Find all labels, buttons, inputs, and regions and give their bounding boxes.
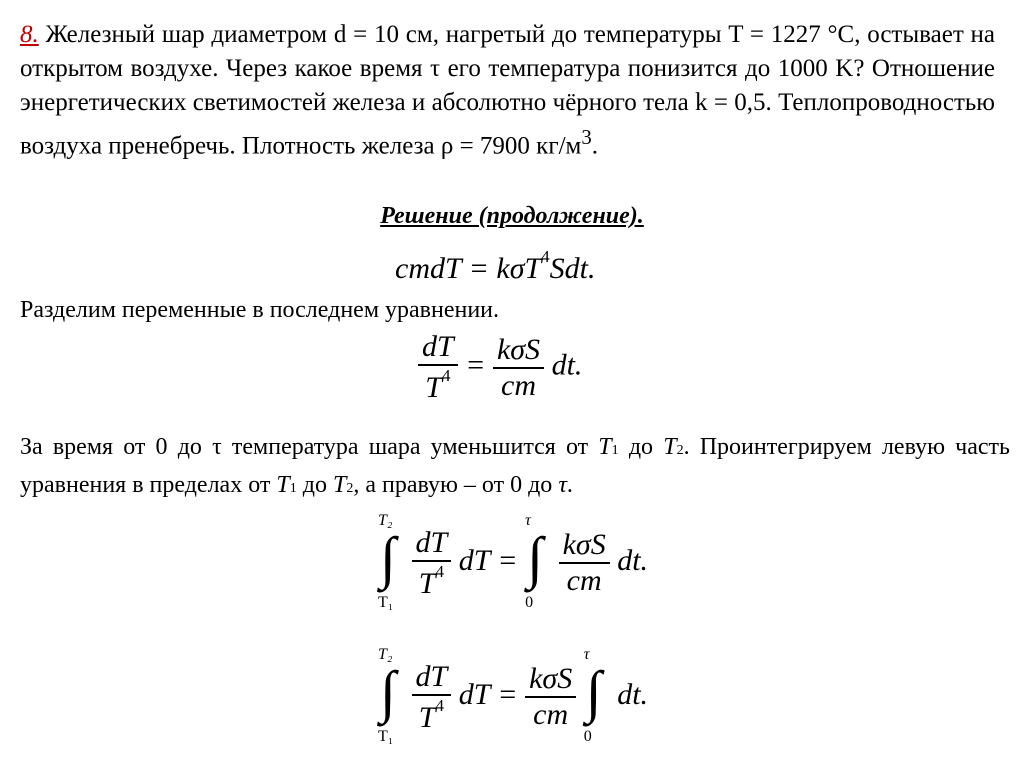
integral-sign: τ ∫ 0 bbox=[525, 512, 543, 611]
integration-text: За время от 0 до τ температура шара уменьшится от T1 до T2. Проинтегрируем левую часть уравнения в пределах от T1 до T2, а правую – от 0 до τ. bbox=[20, 434, 1010, 498]
equation-4: T₂ ∫ T₁ $\frac{dT}{T^4}$ dT = $\frac{\text{kσS}}{cm}$ τ ∫ 0 dt. bbox=[378, 646, 649, 745]
separation-text: Разделим переменные в последнем уравнении. bbox=[20, 297, 500, 323]
equation-1: cmdT = kσT$^4$Sdt. bbox=[395, 247, 596, 285]
fraction-dT-T4: $\frac{dT}{T^4}$ bbox=[418, 330, 458, 405]
problem-exponent: 3 bbox=[581, 125, 592, 149]
integral-sign: T₂ ∫ T₁ bbox=[378, 646, 396, 745]
fraction-ksS-cm: $\frac{\text{kσS}}{cm}$ bbox=[493, 333, 544, 403]
equation-2: $\frac{dT}{T^4}$ = $\frac{\text{kσS}}{cm}$ dt. bbox=[418, 330, 582, 405]
problem-statement bbox=[20, 18, 995, 163]
integral-sign: T₂ ∫ T₁ bbox=[378, 512, 396, 611]
equation-3: T₂ ∫ T₁ $\frac{dT}{T^4}$ dT = τ ∫ 0 $\frac{\text{kσS}}{cm}$ dt. bbox=[378, 512, 649, 611]
problem-number: 8. bbox=[20, 21, 39, 48]
problem-text: Железный шар диаметром d = 10 см, нагретый до температуры T = 1227 °C, остывает на открытом воздухе. Через какое время τ его температура понизится до 1000 K? Отношение энергетических светимостей железа и абсолютно чёрного тела k = 0,5. Теплопроводностью воздуха пренебречь. Плотность железа ρ = 7900 кг/м bbox=[20, 21, 995, 160]
integral-sign: τ ∫ 0 bbox=[583, 646, 602, 745]
solution-heading: Решение (продолжение). bbox=[380, 203, 644, 229]
problem-text-end: . bbox=[591, 132, 599, 160]
